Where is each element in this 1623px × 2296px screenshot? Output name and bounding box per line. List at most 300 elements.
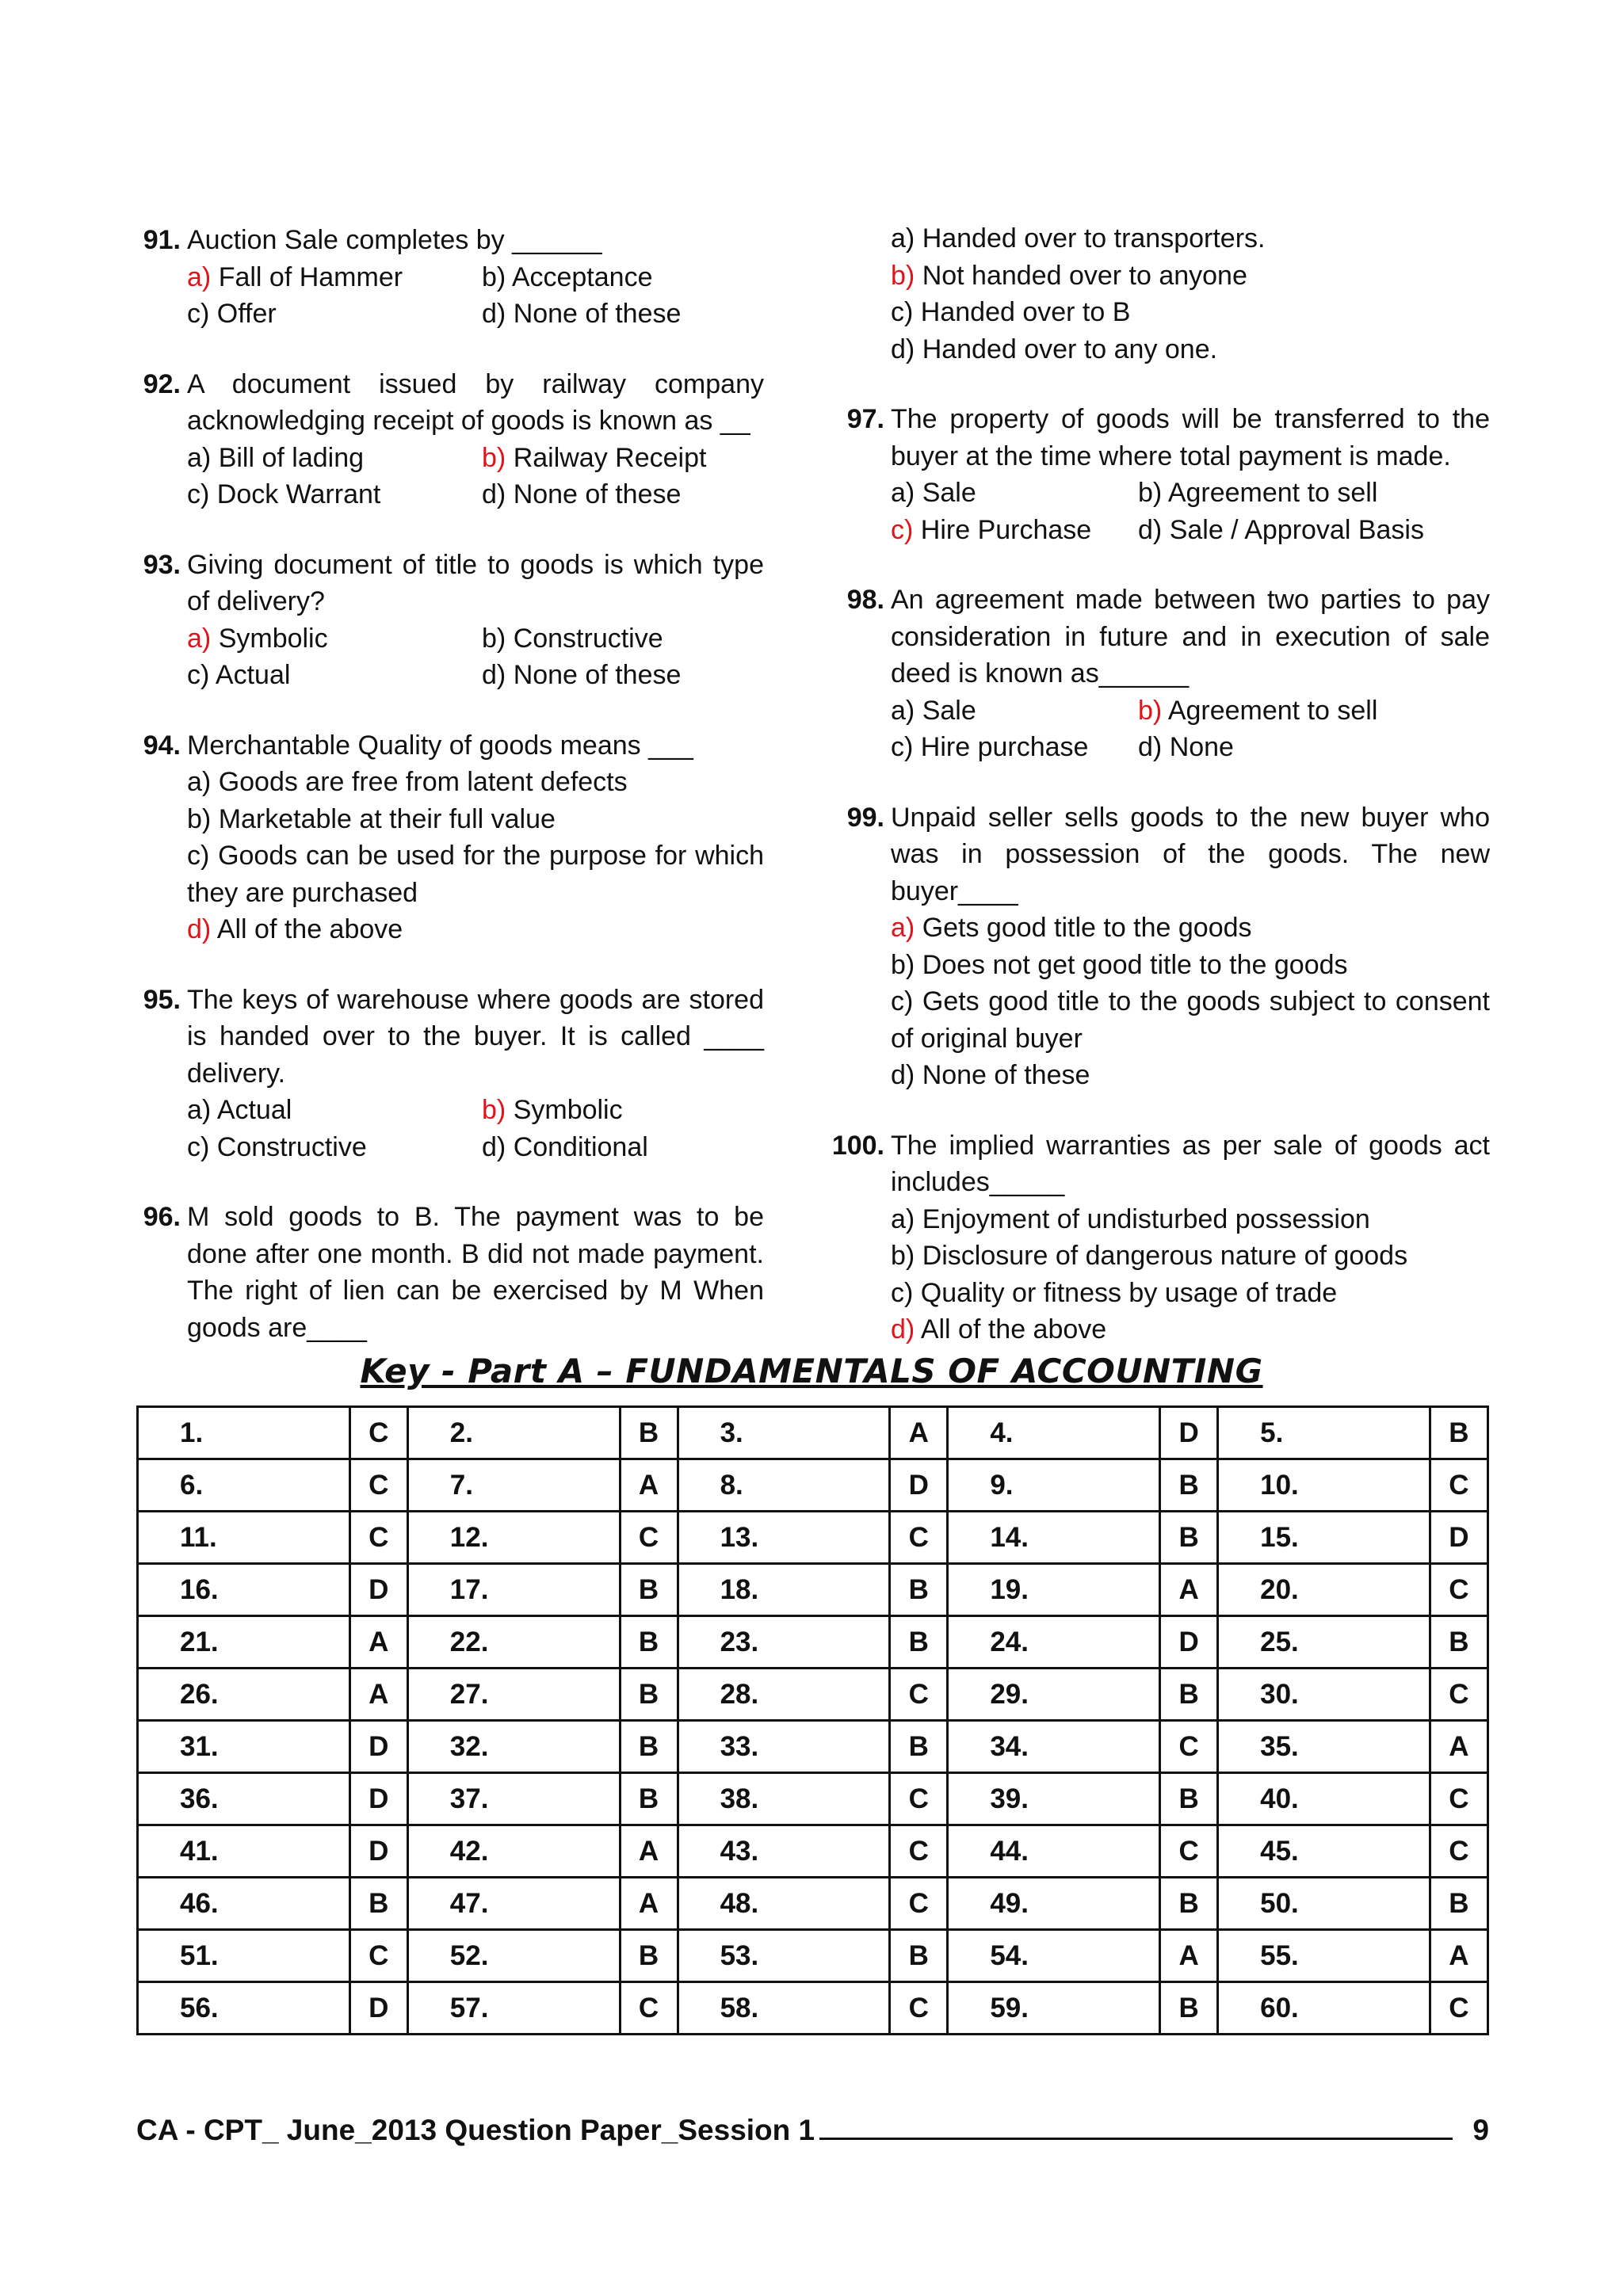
key-answer: C [890,1878,948,1930]
key-answer: C [620,1982,678,2035]
option-text: None of these [513,299,682,329]
key-answer: D [349,1773,407,1825]
option-c [891,1275,1490,1312]
key-question-number: 35. [1218,1721,1430,1773]
option-b [482,440,764,477]
option-d [482,296,764,333]
option-letter: c) [891,986,914,1016]
option-d [891,331,1490,368]
option-c [187,476,482,513]
option-c [891,983,1490,1057]
option-letter: a) [187,623,212,654]
question-94 [136,727,764,948]
key-question-number: 22. [407,1616,620,1669]
question-91 [136,222,764,333]
question-number: 95. [143,984,181,1015]
key-question-number: 44. [948,1825,1160,1878]
key-question-number: 20. [1218,1564,1430,1616]
key-answer: B [1160,1982,1218,2035]
option-letter: c) [891,1277,914,1308]
key-row [138,1407,1488,1459]
option-letter: c) [891,297,914,327]
key-question-number: 19. [948,1564,1160,1616]
option-letter: c) [187,660,210,690]
key-row [138,1564,1488,1616]
option-c [891,512,1138,549]
option-d [482,1129,764,1166]
option-text: Handed over to transporters. [922,223,1266,254]
key-answer: B [1430,1878,1487,1930]
key-answer: A [1160,1564,1218,1616]
option-letter: b) [891,260,915,291]
question-92 [136,366,764,513]
key-question-number: 51. [138,1930,350,1982]
option-text: Sale [922,695,976,726]
page-number: 9 [1472,2114,1489,2146]
options-list [891,910,1490,1094]
key-question-number: 49. [948,1878,1160,1930]
question-text: Auction Sale completes by ______ [187,225,602,255]
key-answer: C [1160,1721,1218,1773]
question-97 [840,401,1490,548]
key-answer: D [349,1721,407,1773]
option-b [1138,692,1490,730]
key-question-number: 11. [138,1512,350,1564]
option-letter: d) [1138,514,1163,545]
option-text: Dock Warrant [216,479,381,509]
options-list [187,259,764,333]
option-text: Goods can be used for the purpose for which they are purchased [187,841,764,908]
key-answer: A [1430,1930,1487,1982]
option-d [187,911,764,948]
key-answer: A [620,1459,678,1512]
key-question-number: 9. [948,1459,1160,1512]
option-letter: b) [891,1241,915,1271]
options-list [891,692,1490,766]
option-letter: c) [891,732,914,762]
key-question-number: 46. [138,1878,350,1930]
key-answer: C [890,1825,948,1878]
option-letter: d) [891,334,915,364]
key-question-number: 43. [678,1825,890,1878]
option-text: Bill of lading [218,442,365,473]
question-text: The property of goods will be transferred to the buyer at the time where total payment is made. [891,404,1490,471]
option-letter: b) [482,442,506,473]
option-text: Agreement to sell [1167,695,1378,726]
key-answer: B [1160,1878,1218,1930]
option-a [891,475,1138,512]
option-letter: b) [482,261,506,292]
footer-title: CA - CPT_ June_2013 Question Paper_Session 1 [136,2114,815,2146]
key-question-number: 53. [678,1930,890,1982]
option-a [187,440,482,477]
option-letter: d) [891,1060,915,1090]
option-text: Agreement to sell [1167,478,1378,508]
key-question-number: 41. [138,1825,350,1878]
question-98 [840,582,1490,766]
option-d [1138,512,1490,549]
options-list [891,475,1490,548]
key-question-number: 1. [138,1407,350,1459]
key-answer: C [890,1773,948,1825]
key-answer: B [890,1616,948,1669]
key-answer: B [620,1930,678,1982]
key-answer: A [620,1825,678,1878]
key-question-number: 34. [948,1721,1160,1773]
key-question-number: 36. [138,1773,350,1825]
option-c [891,729,1138,766]
option-c [891,294,1490,331]
option-a [187,259,482,296]
key-answer: B [620,1407,678,1459]
answer-key-title: Key - Part A – FUNDAMENTALS OF ACCOUNTING [360,1352,1263,1390]
right-questions [831,401,1490,1348]
question-text: M sold goods to B. The payment was to be done after one month. B did not made payment. The right of lien can be exercised by M When goods are____ [187,1202,764,1343]
key-answer: C [349,1459,407,1512]
key-question-number: 24. [948,1616,1160,1669]
option-text: None of these [513,660,682,690]
key-answer: C [890,1512,948,1564]
option-text: Symbolic [513,1095,623,1125]
key-row [138,1982,1488,2035]
option-c [187,296,482,333]
option-a [187,764,764,801]
option-text: Does not get good title to the goods [922,949,1348,980]
key-question-number: 3. [678,1407,890,1459]
key-answer: C [349,1512,407,1564]
options-list [187,764,764,948]
option-text: None [1169,732,1234,762]
option-letter: b) [482,1095,506,1125]
key-question-number: 50. [1218,1878,1430,1930]
option-d [891,1057,1138,1094]
option-c [187,657,482,694]
option-text: Hire Purchase [920,514,1092,545]
key-answer: B [890,1930,948,1982]
option-letter: c) [187,299,210,329]
option-text: Quality or fitness by usage of trade [920,1277,1338,1308]
question-95 [136,982,764,1166]
key-question-number: 30. [1218,1669,1430,1721]
option-d [482,476,764,513]
option-letter: d) [482,299,506,329]
key-question-number: 28. [678,1669,890,1721]
question-number: 96. [143,1202,181,1232]
key-question-number: 5. [1218,1407,1430,1459]
key-answer: C [349,1930,407,1982]
option-text: Goods are free from latent defects [218,767,628,797]
option-text: Railway Receipt [513,442,707,473]
key-question-number: 12. [407,1512,620,1564]
key-question-number: 4. [948,1407,1160,1459]
key-answer: C [1430,1669,1487,1721]
option-b [891,257,1490,295]
option-letter: a) [891,695,915,726]
option-letter: a) [187,442,212,473]
option-text: Fall of Hammer [218,261,403,292]
key-answer: A [349,1616,407,1669]
option-text: None of these [922,1060,1090,1090]
option-text: Offer [216,299,277,329]
option-text: Actual [216,1095,292,1125]
option-a [187,620,482,658]
option-b [482,259,764,296]
key-question-number: 54. [948,1930,1160,1982]
option-text: Enjoyment of undisturbed possession [922,1203,1370,1234]
option-text: Sale / Approval Basis [1169,514,1424,545]
key-question-number: 23. [678,1616,890,1669]
key-answer: C [1430,1459,1487,1512]
key-question-number: 59. [948,1982,1160,2035]
option-text: Actual [215,660,291,690]
option-letter: d) [482,479,506,509]
key-question-number: 15. [1218,1512,1430,1564]
key-answer: B [620,1669,678,1721]
key-answer: C [1430,1773,1487,1825]
option-letter: d) [891,1314,915,1344]
key-question-number: 10. [1218,1459,1430,1512]
option-letter: b) [1138,695,1163,726]
key-answer: C [890,1982,948,2035]
option-letter: c) [187,479,210,509]
footer-rule [819,2114,1453,2140]
option-letter: d) [482,660,506,690]
key-answer: D [349,1982,407,2035]
key-answer: A [620,1878,678,1930]
question-text: The keys of warehouse where goods are stored is handed over to the buyer. It is called ____ delivery. [187,984,764,1089]
key-question-number: 47. [407,1878,620,1930]
key-answer: C [890,1669,948,1721]
question-text: An agreement made between two parties to pay consideration in future and in execution of sale deed is known as______ [891,585,1490,688]
key-row [138,1669,1488,1721]
key-row [138,1459,1488,1512]
key-answer: B [620,1773,678,1825]
key-answer: D [349,1825,407,1878]
key-question-number: 21. [138,1616,350,1669]
option-text: None of these [513,479,682,509]
option-letter: a) [187,261,212,292]
key-question-number: 45. [1218,1825,1430,1878]
option-text: Marketable at their full value [218,803,556,834]
option-text: Disclosure of dangerous nature of goods [922,1241,1408,1271]
key-answer: D [1160,1407,1218,1459]
key-question-number: 26. [138,1669,350,1721]
options-list [187,440,764,513]
option-letter: a) [891,478,915,508]
key-question-number: 42. [407,1825,620,1878]
options-list [187,1092,764,1165]
key-answer: C [1430,1982,1487,2035]
key-question-number: 39. [948,1773,1160,1825]
option-letter: d) [187,914,212,944]
option-text: Sale [922,478,976,508]
option-c [187,837,764,911]
option-text: Not handed over to anyone [922,260,1247,291]
key-answer: B [1160,1512,1218,1564]
key-answer: C [1160,1825,1218,1878]
key-answer: B [890,1721,948,1773]
key-answer: D [1160,1616,1218,1669]
key-answer: B [890,1564,948,1616]
option-text: Hire purchase [920,732,1089,762]
key-answer: B [349,1878,407,1930]
option-letter: a) [187,1095,212,1125]
option-letter: b) [1138,478,1163,508]
option-letter: b) [891,949,915,980]
option-a [891,692,1138,730]
key-question-number: 18. [678,1564,890,1616]
option-a [891,220,1490,257]
option-text: All of the above [920,1314,1107,1344]
question-number: 99. [846,802,884,833]
key-row [138,1512,1488,1564]
key-question-number: 14. [948,1512,1160,1564]
key-answer: C [1430,1825,1487,1878]
option-a [891,1201,1490,1238]
key-question-number: 55. [1218,1930,1430,1982]
key-question-number: 40. [1218,1773,1430,1825]
key-question-number: 58. [678,1982,890,2035]
option-letter: a) [891,913,915,943]
question-100 [831,1127,1490,1348]
question-number: 93. [143,549,181,580]
question-number: 91. [143,225,181,255]
question-number: 94. [143,730,181,761]
option-text: Constructive [513,623,663,654]
key-answer: D [890,1459,948,1512]
key-answer: B [1430,1407,1487,1459]
option-letter: a) [891,1203,915,1234]
option-b [891,1238,1490,1275]
key-answer: B [620,1564,678,1616]
option-text: Handed over to B [920,297,1131,327]
options-list [891,1201,1490,1348]
left-column [136,222,764,1379]
option-letter: a) [891,223,915,254]
option-text: Gets good title to the goods [922,913,1252,943]
option-text: Acceptance [511,261,653,292]
key-question-number: 25. [1218,1616,1430,1669]
key-question-number: 48. [678,1878,890,1930]
key-question-number: 60. [1218,1982,1430,2035]
option-d [891,1311,1490,1348]
key-question-number: 29. [948,1669,1160,1721]
option-d [482,657,764,694]
key-question-number: 6. [138,1459,350,1512]
question-96 [136,1199,764,1346]
question-number: 97. [846,404,884,434]
option-text: Handed over to any one. [922,334,1218,364]
key-answer: A [890,1407,948,1459]
key-row [138,1878,1488,1930]
question-text: A document issued by railway company acknowledging receipt of goods is known as __ [187,368,764,436]
key-question-number: 31. [138,1721,350,1773]
key-row [138,1825,1488,1878]
question-number: 98. [846,585,884,615]
option-letter: a) [187,767,212,797]
key-answer: C [1430,1564,1487,1616]
question-99 [840,799,1490,1094]
option-text: Constructive [216,1131,367,1162]
key-answer: B [620,1616,678,1669]
question-number: 92. [143,368,181,399]
key-question-number: 16. [138,1564,350,1616]
option-text: Gets good title to the goods subject to consent of original buyer [891,986,1490,1054]
question-text: The implied warranties as per sale of goods act includes_____ [891,1130,1490,1197]
key-answer: A [1160,1930,1218,1982]
question-number: 100. [831,1130,884,1161]
option-letter: c) [187,841,210,871]
option-text: Symbolic [218,623,328,654]
option-b [482,1092,764,1129]
option-c [187,1129,482,1166]
question-text: Giving document of title to goods is which type of delivery? [187,549,764,616]
option-b [1138,475,1490,512]
key-question-number: 27. [407,1669,620,1721]
options-list [891,220,1490,368]
option-letter: b) [482,623,506,654]
option-b [482,620,764,658]
key-answer: C [349,1407,407,1459]
right-column [831,222,1490,1382]
option-letter: c) [891,514,914,545]
option-letter: b) [187,803,212,834]
key-question-number: 7. [407,1459,620,1512]
key-row [138,1930,1488,1982]
key-answer: B [1160,1773,1218,1825]
key-question-number: 17. [407,1564,620,1616]
question-text: Merchantable Quality of goods means ___ [187,730,693,761]
key-answer: B [1430,1616,1487,1669]
option-a [891,910,1490,947]
answer-key-table [136,1405,1489,2035]
option-letter: c) [187,1131,210,1162]
question-96-continued-options [840,220,1490,368]
key-answer: B [1160,1459,1218,1512]
key-answer: D [1430,1512,1487,1564]
option-text: Conditional [513,1131,648,1162]
question-text: Unpaid seller sells goods to the new buyer who was in possession of the goods. The new buyer____ [891,802,1490,906]
key-answer: A [1430,1721,1487,1773]
key-question-number: 13. [678,1512,890,1564]
page-footer [136,2114,1489,2147]
key-question-number: 33. [678,1721,890,1773]
question-93 [136,547,764,694]
key-answer: D [349,1564,407,1616]
key-answer: B [1160,1669,1218,1721]
key-answer: A [349,1669,407,1721]
option-letter: d) [482,1131,506,1162]
key-answer: B [620,1721,678,1773]
option-text: All of the above [216,914,403,944]
key-question-number: 52. [407,1930,620,1982]
option-d [1138,729,1490,766]
key-row [138,1773,1488,1825]
key-question-number: 57. [407,1982,620,2035]
key-answer: C [620,1512,678,1564]
option-b [187,801,764,838]
option-a [187,1092,482,1129]
options-list [187,620,764,694]
option-b [891,947,1490,984]
key-row [138,1616,1488,1669]
key-question-number: 38. [678,1773,890,1825]
key-question-number: 56. [138,1982,350,2035]
key-row [138,1721,1488,1773]
key-question-number: 37. [407,1773,620,1825]
option-letter: d) [1138,732,1163,762]
key-question-number: 8. [678,1459,890,1512]
